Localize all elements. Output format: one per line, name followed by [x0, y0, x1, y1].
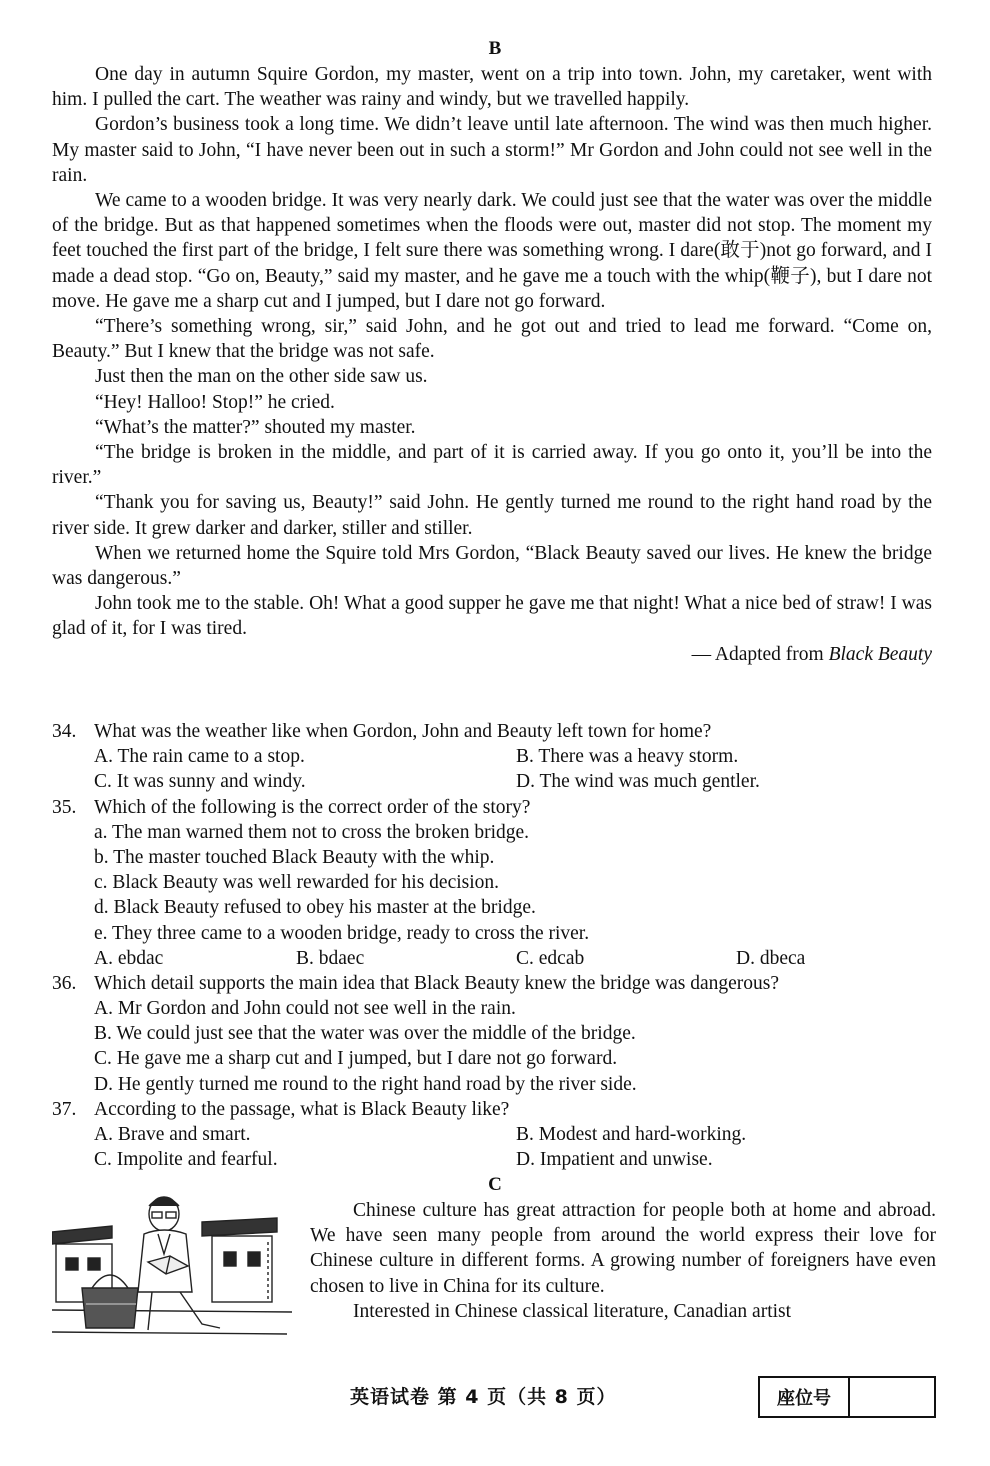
page-number: 英语试卷 第 4 页（共 8 页） — [350, 1386, 617, 1408]
reader-illustration-svg — [52, 1192, 292, 1342]
option-b[interactable]: B. There was a heavy storm. — [516, 746, 739, 768]
order-item: c. Black Beauty was well rewarded for his decision. — [94, 872, 500, 894]
option-b[interactable]: B. We could just see that the water was over the middle of the bridge. — [94, 1023, 636, 1045]
options-row — [52, 1122, 932, 1147]
question-number: 36. — [52, 972, 77, 994]
paragraph: “What’s the matter?” shouted my master. — [95, 416, 416, 438]
options-row — [52, 946, 932, 971]
page-footer — [0, 1376, 990, 1416]
paragraph: “There’s something wrong, sir,” said John, and he got out and tried to lead me forward. “Come on, Beauty.” But I knew that the bridge was not safe. — [52, 316, 932, 363]
paragraph: “Hey! Halloo! Stop!” he cried. — [95, 391, 335, 413]
option-c[interactable]: C. edcab — [516, 947, 585, 969]
passage-c — [310, 1198, 936, 1324]
paragraph: John took me to the stable. Oh! What a good supper he gave me that night! What a nice bed of straw! I was glad of it, for I was tired. — [52, 593, 932, 640]
options-row — [52, 769, 932, 794]
source-title: Black Beauty — [828, 643, 932, 665]
reader-illustration — [52, 1192, 292, 1342]
paragraph: One day in autumn Squire Gordon, my master, went on a trip into town. John, my caretaker, went with him. I pulled the cart. The weather was rainy and windy, but we travelled happily. — [52, 64, 932, 111]
question-number: 35. — [52, 796, 77, 818]
question-stem: According to the passage, what is Black Beauty like? — [94, 1098, 510, 1120]
question-number: 34. — [52, 721, 77, 742]
options-row — [52, 1147, 932, 1172]
option-a[interactable]: A. The rain came to a stop. — [94, 746, 305, 768]
order-item: e. They three came to a wooden bridge, ready to cross the river. — [94, 922, 590, 944]
question-35 — [52, 795, 932, 820]
paragraph: Just then the man on the other side saw us. — [95, 366, 428, 388]
option-b[interactable]: B. Modest and hard-working. — [516, 1124, 747, 1145]
options-row — [52, 744, 932, 769]
source-prefix: — Adapted from — [691, 643, 829, 665]
seat-number-field[interactable] — [850, 1378, 934, 1416]
question-37 — [52, 1097, 932, 1122]
option-b[interactable]: B. bdaec — [296, 947, 365, 969]
option-d[interactable]: D. Impatient and unwise. — [516, 1149, 713, 1171]
option-a[interactable]: A. Brave and smart. — [94, 1124, 251, 1145]
option-d[interactable]: D. He gently turned me round to the right hand road by the river side. — [94, 1073, 637, 1095]
questions — [52, 719, 932, 1172]
option-d[interactable]: D. The wind was much gentler. — [516, 771, 760, 793]
paragraph: “The bridge is broken in the middle, and part of it is carried away. If you go onto it, you’ll be into the river.” — [52, 442, 932, 489]
option-c[interactable]: C. It was sunny and windy. — [94, 771, 306, 793]
question-number: 37. — [52, 1098, 77, 1120]
section-c-heading: C — [488, 1174, 502, 1195]
question-stem: Which detail supports the main idea that Black Beauty knew the bridge was dangerous? — [94, 972, 780, 994]
section-b-heading: B — [488, 38, 502, 59]
paragraph: Interested in Chinese classical literature, Canadian artist — [353, 1300, 792, 1322]
paragraph: We came to a wooden bridge. It was very nearly dark. We could just see that the water was over the middle of the bridge. But as that happened sometimes when the floods were out, master did not stop. The moment my feet touched the first part of the bridge, I felt sure there was something wrong. I dare(敢于)not go forward, and I made a dead stop. “Go on, Beauty,” said my master, and he gave me a touch with the whip(鞭子), but I dare not move. He gave me a sharp cut and I jumped, but I dare not go forward. — [52, 190, 932, 312]
order-item: a. The man warned them not to cross the broken bridge. — [94, 821, 530, 843]
option-c[interactable]: C. Impolite and fearful. — [94, 1149, 278, 1171]
option-a[interactable]: A. Mr Gordon and John could not see well in the rain. — [94, 998, 516, 1020]
order-item: d. Black Beauty refused to obey his master at the bridge. — [94, 897, 536, 919]
paragraph: Gordon’s business took a long time. We didn’t leave until late afternoon. The wind was then much higher. My master said to John, “I have never been out in such a storm!” Mr Gordon and John could not see well in the rain. — [52, 114, 932, 186]
option-c[interactable]: C. He gave me a sharp cut and I jumped, but I dare not go forward. — [94, 1048, 618, 1070]
option-a[interactable]: A. ebdac — [94, 947, 164, 969]
paragraph: “Thank you for saving us, Beauty!” said John. He gently turned me round to the right hand road by the river side. It grew darker and darker, stiller and stiller. — [52, 492, 932, 539]
question-36 — [52, 971, 932, 996]
option-d[interactable]: D. dbeca — [736, 947, 806, 969]
order-item: b. The master touched Black Beauty with the whip. — [94, 846, 495, 868]
question-stem: What was the weather like when Gordon, John and Beauty left town for home? — [94, 721, 712, 742]
question-34 — [52, 719, 932, 744]
question-stem: Which of the following is the correct order of the story? — [94, 796, 531, 818]
paragraph: Chinese culture has great attraction for people both at home and abroad. We have seen many people from around the world express their love for Chinese culture in different forms. A growing number of foreigners have even chosen to live in China for its culture. — [310, 1200, 936, 1297]
seat-number-label: 座位号 — [760, 1378, 850, 1416]
passage-b — [52, 62, 932, 667]
seat-number-box — [758, 1376, 936, 1418]
source-citation — [52, 642, 932, 667]
paragraph: When we returned home the Squire told Mrs Gordon, “Black Beauty saved our lives. He knew the bridge was dangerous.” — [52, 542, 932, 590]
